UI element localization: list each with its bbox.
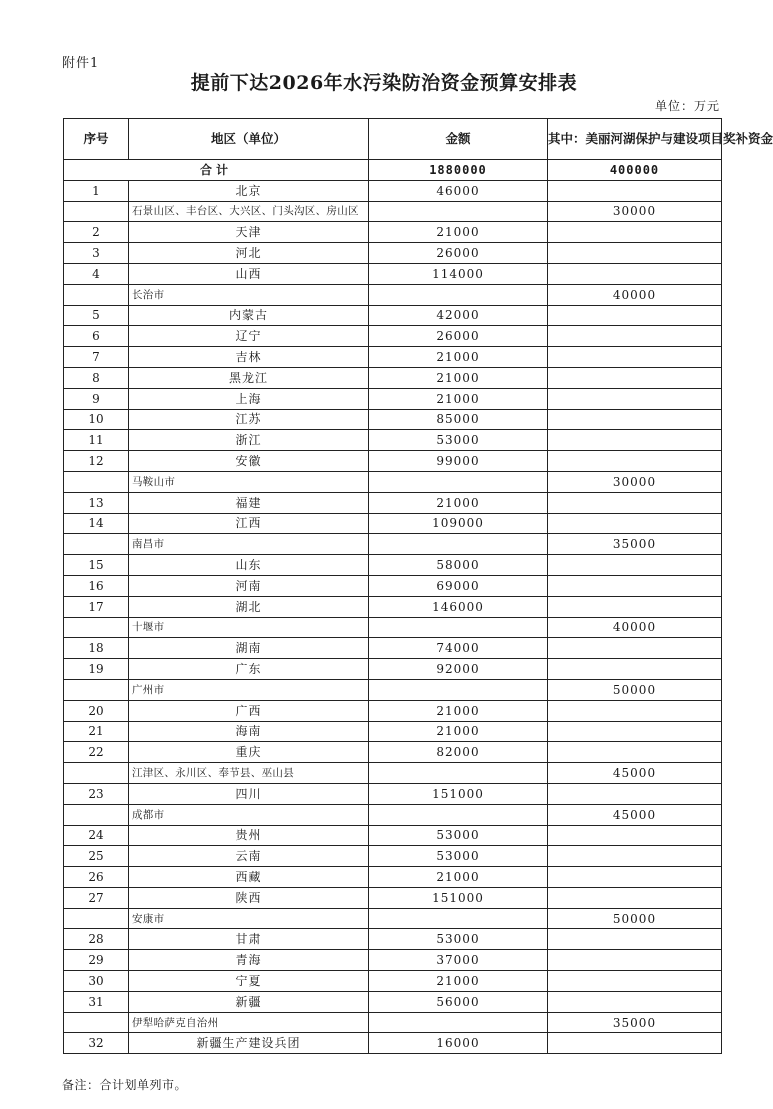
table-row <box>64 617 722 638</box>
row-special <box>548 971 722 992</box>
row-region: 内蒙古 <box>129 305 369 326</box>
row-no: 32 <box>64 1033 129 1054</box>
table-row <box>64 575 722 596</box>
row-region: 宁夏 <box>129 971 369 992</box>
table-row <box>64 742 722 763</box>
header-no: 序号 <box>64 119 129 160</box>
row-no: 27 <box>64 887 129 908</box>
row-special: 40000 <box>548 617 722 638</box>
table-row <box>64 409 722 430</box>
row-amount: 21000 <box>369 347 548 368</box>
row-no: 26 <box>64 867 129 888</box>
row-region: 山东 <box>129 555 369 576</box>
row-amount <box>369 679 548 700</box>
row-amount: 53000 <box>369 846 548 867</box>
row-region: 广西 <box>129 700 369 721</box>
row-special <box>548 222 722 243</box>
table-row <box>64 867 722 888</box>
row-amount: 74000 <box>369 638 548 659</box>
table-row <box>64 950 722 971</box>
row-region: 新疆 <box>129 991 369 1012</box>
table-row <box>64 846 722 867</box>
row-amount: 21000 <box>369 971 548 992</box>
row-no: 2 <box>64 222 129 243</box>
row-amount: 53000 <box>369 430 548 451</box>
row-no <box>64 804 129 825</box>
row-region: 天津 <box>129 222 369 243</box>
row-no: 30 <box>64 971 129 992</box>
row-special: 45000 <box>548 763 722 784</box>
row-special: 50000 <box>548 679 722 700</box>
row-region: 湖南 <box>129 638 369 659</box>
row-no: 13 <box>64 492 129 513</box>
row-special <box>548 596 722 617</box>
row-amount: 26000 <box>369 243 548 264</box>
row-region: 江苏 <box>129 409 369 430</box>
row-special <box>548 929 722 950</box>
row-special: 30000 <box>548 471 722 492</box>
table-row <box>64 887 722 908</box>
row-amount: 99000 <box>369 451 548 472</box>
row-special <box>548 783 722 804</box>
row-special <box>548 991 722 1012</box>
row-amount: 37000 <box>369 950 548 971</box>
row-no <box>64 284 129 305</box>
row-no: 16 <box>64 575 129 596</box>
row-amount: 21000 <box>369 700 548 721</box>
row-amount: 82000 <box>369 742 548 763</box>
row-amount: 85000 <box>369 409 548 430</box>
table-row <box>64 471 722 492</box>
row-special: 50000 <box>548 908 722 929</box>
row-special <box>548 243 722 264</box>
table-row <box>64 347 722 368</box>
row-no: 25 <box>64 846 129 867</box>
table-row <box>64 430 722 451</box>
row-region: 黑龙江 <box>129 367 369 388</box>
row-no: 10 <box>64 409 129 430</box>
row-amount <box>369 908 548 929</box>
row-special <box>548 846 722 867</box>
table-row <box>64 180 722 201</box>
row-special <box>548 659 722 680</box>
total-label: 合计 <box>64 160 369 181</box>
row-amount: 69000 <box>369 575 548 596</box>
row-region: 长治市 <box>129 284 369 305</box>
row-region: 江西 <box>129 513 369 534</box>
row-region: 新疆生产建设兵团 <box>129 1033 369 1054</box>
row-no: 12 <box>64 451 129 472</box>
row-special <box>548 887 722 908</box>
table-row <box>64 451 722 472</box>
row-no <box>64 617 129 638</box>
table-row <box>64 929 722 950</box>
row-no: 19 <box>64 659 129 680</box>
row-amount: 151000 <box>369 887 548 908</box>
row-no: 24 <box>64 825 129 846</box>
row-amount: 21000 <box>369 388 548 409</box>
row-region: 河北 <box>129 243 369 264</box>
row-region: 辽宁 <box>129 326 369 347</box>
row-region: 海南 <box>129 721 369 742</box>
row-no: 18 <box>64 638 129 659</box>
table-row <box>64 243 722 264</box>
table-row <box>64 284 722 305</box>
table-row <box>64 638 722 659</box>
row-region: 北京 <box>129 180 369 201</box>
row-amount: 53000 <box>369 929 548 950</box>
row-special <box>548 326 722 347</box>
row-amount: 21000 <box>369 492 548 513</box>
header-region: 地区（单位） <box>129 119 369 160</box>
row-region: 十堰市 <box>129 617 369 638</box>
row-no: 1 <box>64 180 129 201</box>
row-no: 6 <box>64 326 129 347</box>
row-region: 湖北 <box>129 596 369 617</box>
row-amount: 16000 <box>369 1033 548 1054</box>
row-no <box>64 908 129 929</box>
row-no: 28 <box>64 929 129 950</box>
row-special <box>548 513 722 534</box>
row-no: 21 <box>64 721 129 742</box>
row-no: 11 <box>64 430 129 451</box>
row-no <box>64 201 129 222</box>
row-no: 23 <box>64 783 129 804</box>
row-no: 14 <box>64 513 129 534</box>
table-row <box>64 659 722 680</box>
row-special <box>548 638 722 659</box>
row-region: 陕西 <box>129 887 369 908</box>
row-region: 福建 <box>129 492 369 513</box>
row-region: 西藏 <box>129 867 369 888</box>
row-no: 29 <box>64 950 129 971</box>
row-amount: 26000 <box>369 326 548 347</box>
header-special: 其中：美丽河湖保护与建设项目奖补资金 <box>548 119 722 160</box>
table-row <box>64 534 722 555</box>
footnote: 备注：合计划单列市。 <box>62 1078 188 1092</box>
row-special: 30000 <box>548 201 722 222</box>
row-no <box>64 1012 129 1033</box>
row-region: 贵州 <box>129 825 369 846</box>
row-region: 重庆 <box>129 742 369 763</box>
row-region: 安康市 <box>129 908 369 929</box>
row-amount <box>369 617 548 638</box>
table-row <box>64 222 722 243</box>
table-row <box>64 1012 722 1033</box>
table-row <box>64 513 722 534</box>
row-amount <box>369 201 548 222</box>
row-amount <box>369 471 548 492</box>
row-region: 南昌市 <box>129 534 369 555</box>
row-amount <box>369 763 548 784</box>
row-amount: 21000 <box>369 721 548 742</box>
table-row <box>64 908 722 929</box>
attachment-label: 附件1 <box>62 56 100 71</box>
budget-table <box>63 118 773 1054</box>
row-no: 22 <box>64 742 129 763</box>
total-row <box>64 160 722 181</box>
row-region: 上海 <box>129 388 369 409</box>
row-special <box>548 555 722 576</box>
table-row <box>64 596 722 617</box>
table-row <box>64 991 722 1012</box>
row-no: 20 <box>64 700 129 721</box>
row-region: 山西 <box>129 263 369 284</box>
page-title: 提前下达2026年水污染防治资金预算安排表 <box>190 72 578 94</box>
row-special <box>548 742 722 763</box>
row-region: 浙江 <box>129 430 369 451</box>
row-region: 伊犁哈萨克自治州 <box>129 1012 369 1033</box>
row-special <box>548 950 722 971</box>
row-special <box>548 700 722 721</box>
row-no <box>64 471 129 492</box>
table-row <box>64 971 722 992</box>
row-region: 云南 <box>129 846 369 867</box>
row-amount: 21000 <box>369 867 548 888</box>
total-special: 400000 <box>548 160 722 181</box>
row-amount <box>369 284 548 305</box>
row-amount: 151000 <box>369 783 548 804</box>
table-row <box>64 679 722 700</box>
row-no: 4 <box>64 263 129 284</box>
row-amount: 46000 <box>369 180 548 201</box>
table-row <box>64 367 722 388</box>
table-row <box>64 326 722 347</box>
row-special <box>548 430 722 451</box>
row-no: 15 <box>64 555 129 576</box>
row-no <box>64 534 129 555</box>
table-row <box>64 700 722 721</box>
row-region: 河南 <box>129 575 369 596</box>
row-amount <box>369 1012 548 1033</box>
row-no <box>64 679 129 700</box>
row-special <box>548 451 722 472</box>
table-row <box>64 305 722 326</box>
total-amount: 1880000 <box>369 160 548 181</box>
table-row <box>64 825 722 846</box>
table-row <box>64 1033 722 1054</box>
header-amount: 金额 <box>369 119 548 160</box>
row-region: 青海 <box>129 950 369 971</box>
row-special <box>548 575 722 596</box>
row-region: 四川 <box>129 783 369 804</box>
row-amount: 21000 <box>369 222 548 243</box>
table-row <box>64 201 722 222</box>
row-no <box>64 763 129 784</box>
table-row <box>64 721 722 742</box>
row-no: 8 <box>64 367 129 388</box>
row-amount: 56000 <box>369 991 548 1012</box>
row-region: 广州市 <box>129 679 369 700</box>
row-special <box>548 492 722 513</box>
row-region: 安徽 <box>129 451 369 472</box>
row-region: 马鞍山市 <box>129 471 369 492</box>
row-no: 3 <box>64 243 129 264</box>
row-special <box>548 721 722 742</box>
row-special <box>548 180 722 201</box>
row-no: 31 <box>64 991 129 1012</box>
row-amount: 146000 <box>369 596 548 617</box>
row-amount: 53000 <box>369 825 548 846</box>
row-amount <box>369 534 548 555</box>
row-amount: 21000 <box>369 367 548 388</box>
row-region: 吉林 <box>129 347 369 368</box>
row-special <box>548 825 722 846</box>
row-special <box>548 347 722 368</box>
row-region: 江津区、永川区、奉节县、巫山县 <box>129 763 369 784</box>
table-row <box>64 804 722 825</box>
row-special <box>548 263 722 284</box>
row-special: 35000 <box>548 1012 722 1033</box>
row-region: 成都市 <box>129 804 369 825</box>
row-region: 广东 <box>129 659 369 680</box>
row-special <box>548 867 722 888</box>
table-row <box>64 492 722 513</box>
row-special <box>548 388 722 409</box>
row-special: 45000 <box>548 804 722 825</box>
row-amount: 109000 <box>369 513 548 534</box>
row-no: 17 <box>64 596 129 617</box>
row-special <box>548 305 722 326</box>
table-row <box>64 763 722 784</box>
row-amount: 114000 <box>369 263 548 284</box>
table-header-row <box>64 119 722 160</box>
row-region: 石景山区、丰台区、大兴区、门头沟区、房山区 <box>129 201 369 222</box>
row-special <box>548 1033 722 1054</box>
row-special: 35000 <box>548 534 722 555</box>
table-row <box>64 388 722 409</box>
row-amount: 42000 <box>369 305 548 326</box>
row-no: 5 <box>64 305 129 326</box>
table-row <box>64 263 722 284</box>
row-amount <box>369 804 548 825</box>
row-special <box>548 409 722 430</box>
row-region: 甘肃 <box>129 929 369 950</box>
row-amount: 92000 <box>369 659 548 680</box>
table-row <box>64 783 722 804</box>
row-special <box>548 367 722 388</box>
unit-label: 单位：万元 <box>654 99 720 113</box>
table-row <box>64 555 722 576</box>
row-special: 40000 <box>548 284 722 305</box>
row-no: 9 <box>64 388 129 409</box>
row-amount: 58000 <box>369 555 548 576</box>
row-no: 7 <box>64 347 129 368</box>
